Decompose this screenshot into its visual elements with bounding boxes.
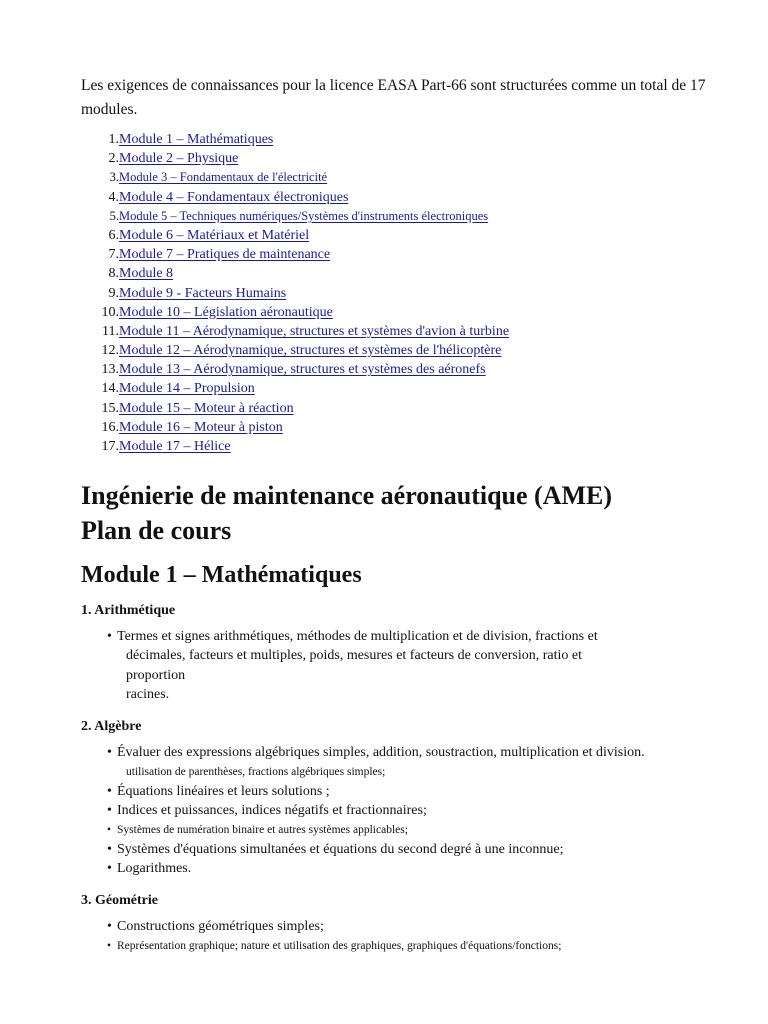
module-list-item: [81, 207, 731, 226]
bullet-list: [81, 917, 731, 956]
list-number: 16.: [101, 419, 119, 435]
module-list: [81, 130, 731, 456]
module-list-item: [81, 379, 731, 398]
module-17-link[interactable]: Module 17 – Hélice: [119, 439, 231, 454]
module-list-item: [81, 437, 731, 456]
list-number: 5.: [109, 208, 119, 223]
list-item: • Équations linéaires et leurs solutions ;: [107, 782, 731, 801]
module-7-link[interactable]: Module 7 – Pratiques de maintenance: [119, 247, 331, 263]
module-1-link[interactable]: Module 1 – Mathématiques: [119, 132, 274, 147]
module-12-link[interactable]: Module 12 – Aérodynamique, structures et systèmes de l'hélicoptère: [119, 343, 502, 359]
module-2-link[interactable]: Module 2 – Physique: [119, 151, 239, 167]
list-item: • Systèmes de numération binaire et autres systèmes applicables;: [107, 821, 731, 840]
module-14-link[interactable]: Module 14 – Propulsion: [119, 381, 255, 397]
module-list-item: [81, 360, 731, 379]
list-item-continuation: utilisation de parenthèses, fractions algébriques simples;: [126, 765, 386, 778]
list-number: 7.: [108, 247, 119, 263]
module-6-link[interactable]: Module 6 – Matériaux et Matériel: [119, 227, 310, 243]
list-item: [107, 627, 731, 704]
list-number: 1.: [108, 132, 119, 147]
list-item-continuation: proportion: [126, 667, 186, 683]
page-title: [81, 478, 731, 548]
document-page: [81, 74, 731, 970]
section-geometrie: [81, 892, 731, 956]
list-number: 13.: [101, 362, 119, 378]
module-5-link[interactable]: Module 5 – Techniques numériques/Systèmes d'instruments électroniques: [119, 208, 489, 223]
intro-paragraph: Les exigences de connaissances pour la licence EASA Part-66 sont structurées comme un total de 17 modules.: [81, 77, 706, 118]
module-list-item: [81, 341, 731, 360]
section-arithmetique: [81, 602, 731, 704]
list-number: 14.: [101, 381, 119, 397]
module-list-item: [81, 168, 731, 187]
module-list-item: [81, 264, 731, 283]
page-title-line2: Plan de cours: [81, 516, 232, 546]
list-item-text: Évaluer des expressions algébriques simples, addition, soustraction, multiplication et division.: [117, 745, 645, 761]
bullet-list: [81, 627, 731, 704]
section-algebre: [81, 718, 731, 878]
module-3-link[interactable]: Module 3 – Fondamentaux de l'électricité: [119, 170, 328, 185]
module-list-item: [81, 226, 731, 245]
list-number: 4.: [108, 189, 119, 205]
list-item: • Logarithmes.: [107, 859, 731, 878]
module-10-link[interactable]: Module 10 – Législation aéronautique: [119, 304, 333, 320]
list-number: 2.: [108, 151, 119, 167]
list-item: [107, 743, 731, 782]
section-heading: 1. Arithmétique: [81, 603, 176, 619]
module-15-link[interactable]: Module 15 – Moteur à réaction: [119, 400, 294, 416]
list-item: • Constructions géométriques simples;: [107, 917, 731, 936]
module-8-link[interactable]: Module 8: [119, 266, 174, 282]
list-number: 6.: [108, 227, 119, 243]
module-list-item: [81, 322, 731, 341]
section-heading: 2. Algèbre: [81, 719, 142, 735]
list-number: 3.: [109, 170, 119, 185]
list-number: 9.: [108, 285, 119, 301]
list-item-text: Termes et signes arithmétiques, méthodes de multiplication et de division, fractions et: [117, 629, 598, 645]
list-number: 11.: [102, 323, 119, 339]
module-list-item: [81, 418, 731, 437]
module-1-heading: Module 1 – Mathématiques: [81, 562, 362, 589]
list-number: 17.: [101, 439, 119, 454]
list-item: • Représentation graphique; nature et utilisation des graphiques, graphiques d'équations/fonctions;: [107, 937, 731, 956]
list-number: 10.: [101, 304, 119, 320]
bullet-list: [81, 743, 731, 878]
module-list-item: [81, 149, 731, 168]
module-list-item: [81, 130, 731, 149]
module-11-link[interactable]: Module 11 – Aérodynamique, structures et systèmes d'avion à turbine: [119, 323, 510, 339]
module-16-link[interactable]: Module 16 – Moteur à piston: [119, 419, 283, 435]
list-number: 8.: [108, 266, 119, 282]
module-9-link[interactable]: Module 9 - Facteurs Humains: [119, 285, 287, 301]
list-item-continuation: racines.: [126, 687, 170, 703]
module-list-item: [81, 399, 731, 418]
list-item: • Indices et puissances, indices négatifs et fractionnaires;: [107, 801, 731, 820]
module-list-item: [81, 188, 731, 207]
list-item-continuation: décimales, facteurs et multiples, poids, mesures et facteurs de conversion, ratio et: [126, 648, 583, 664]
module-list-item: [81, 284, 731, 303]
module-list-item: [81, 245, 731, 264]
section-heading: 3. Géométrie: [81, 893, 158, 909]
page-title-line1: Ingénierie de maintenance aéronautique (AME): [81, 481, 613, 511]
module-13-link[interactable]: Module 13 – Aérodynamique, structures et systèmes des aéronefs: [119, 362, 486, 378]
list-number: 12.: [101, 343, 119, 359]
module-list-item: [81, 303, 731, 322]
module-4-link[interactable]: Module 4 – Fondamentaux électroniques: [119, 189, 349, 205]
list-number: 15.: [101, 400, 119, 416]
list-item: • Systèmes d'équations simultanées et équations du second degré à une inconnue;: [107, 840, 731, 859]
